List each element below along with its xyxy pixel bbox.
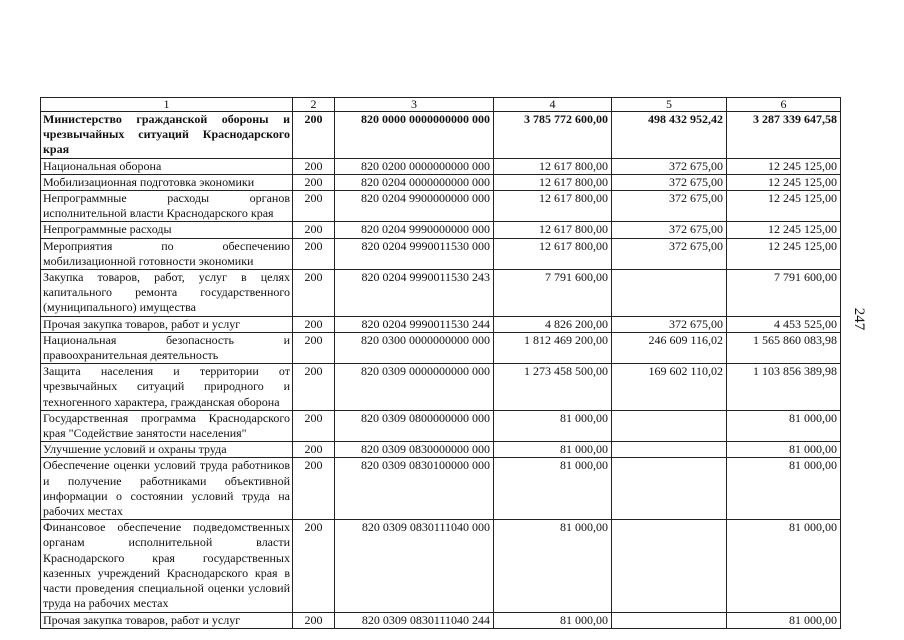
row-col5 xyxy=(612,442,727,458)
row-name: Улучшение условий и охраны труда xyxy=(41,442,293,458)
row-code: 200 xyxy=(293,174,335,190)
row-col6: 81 000,00 xyxy=(727,458,841,520)
row-col6: 12 245 125,00 xyxy=(727,222,841,238)
row-col6: 81 000,00 xyxy=(727,410,841,441)
row-col4: 81 000,00 xyxy=(494,520,612,612)
row-col6: 12 245 125,00 xyxy=(727,238,841,269)
row-name: Закупка товаров, работ, услуг в целях капитального ремонта государственного (муниципального) имущества xyxy=(41,270,293,317)
table-row xyxy=(41,410,841,441)
row-col5: 372 675,00 xyxy=(612,316,727,332)
row-classification: 820 0200 0000000000 000 xyxy=(335,158,494,174)
row-classification: 820 0204 9990011530 000 xyxy=(335,238,494,269)
table-row xyxy=(41,191,841,222)
row-col4: 12 617 800,00 xyxy=(494,238,612,269)
row-col6: 3 287 339 647,58 xyxy=(727,112,841,159)
row-col5: 246 609 116,02 xyxy=(612,332,727,363)
row-col4: 7 791 600,00 xyxy=(494,270,612,317)
row-col5: 498 432 952,42 xyxy=(612,112,727,159)
row-col4: 4 826 200,00 xyxy=(494,316,612,332)
header-cell: 4 xyxy=(494,98,612,112)
table-row xyxy=(41,442,841,458)
row-name: Прочая закупка товаров, работ и услуг xyxy=(41,612,293,628)
row-col6: 7 791 600,00 xyxy=(727,270,841,317)
row-code: 200 xyxy=(293,316,335,332)
row-name: Прочая закупка товаров, работ и услуг xyxy=(41,316,293,332)
row-name: Непрограммные расходы xyxy=(41,222,293,238)
header-cell: 3 xyxy=(335,98,494,112)
row-col6: 81 000,00 xyxy=(727,520,841,612)
row-col6: 1 103 856 389,98 xyxy=(727,364,841,411)
row-code: 200 xyxy=(293,332,335,363)
row-name: Обеспечение оценки условий труда работников и получение работниками объективной информации о состоянии условий труда на рабочих местах xyxy=(41,458,293,520)
row-col6: 12 245 125,00 xyxy=(727,191,841,222)
row-code: 200 xyxy=(293,158,335,174)
row-classification: 820 0309 0800000000 000 xyxy=(335,410,494,441)
row-col4: 81 000,00 xyxy=(494,410,612,441)
row-classification: 820 0309 0830111040 000 xyxy=(335,520,494,612)
row-classification: 820 0204 9990011530 244 xyxy=(335,316,494,332)
row-code: 200 xyxy=(293,112,335,159)
table-row xyxy=(41,364,841,411)
row-col5: 169 602 110,02 xyxy=(612,364,727,411)
row-col6: 4 453 525,00 xyxy=(727,316,841,332)
row-classification: 820 0309 0830000000 000 xyxy=(335,442,494,458)
row-code: 200 xyxy=(293,222,335,238)
row-col5: 372 675,00 xyxy=(612,158,727,174)
row-col6: 81 000,00 xyxy=(727,612,841,628)
row-classification: 820 0300 0000000000 000 xyxy=(335,332,494,363)
header-cell: 1 xyxy=(41,98,293,112)
row-col5 xyxy=(612,520,727,612)
budget-table-body xyxy=(41,98,841,629)
row-col5: 372 675,00 xyxy=(612,222,727,238)
row-classification: 820 0204 9990000000 000 xyxy=(335,222,494,238)
table-row xyxy=(41,158,841,174)
table-row xyxy=(41,316,841,332)
row-col4: 1 273 458 500,00 xyxy=(494,364,612,411)
row-classification: 820 0204 9900000000 000 xyxy=(335,191,494,222)
row-col4: 81 000,00 xyxy=(494,458,612,520)
row-col5: 372 675,00 xyxy=(612,174,727,190)
row-name: Мобилизационная подготовка экономики xyxy=(41,174,293,190)
table-row xyxy=(41,332,841,363)
row-code: 200 xyxy=(293,520,335,612)
row-name: Государственная программа Краснодарского края "Содействие занятости населения" xyxy=(41,410,293,441)
table-row xyxy=(41,612,841,628)
row-col6: 1 565 860 083,98 xyxy=(727,332,841,363)
row-code: 200 xyxy=(293,442,335,458)
row-col4: 12 617 800,00 xyxy=(494,158,612,174)
table-row xyxy=(41,174,841,190)
row-col5 xyxy=(612,612,727,628)
row-col4: 81 000,00 xyxy=(494,442,612,458)
row-classification: 820 0204 0000000000 000 xyxy=(335,174,494,190)
table-row xyxy=(41,238,841,269)
row-code: 200 xyxy=(293,410,335,441)
row-classification: 820 0309 0830111040 244 xyxy=(335,612,494,628)
row-col4: 1 812 469 200,00 xyxy=(494,332,612,363)
row-code: 200 xyxy=(293,612,335,628)
row-col5 xyxy=(612,458,727,520)
row-col4: 12 617 800,00 xyxy=(494,174,612,190)
header-row xyxy=(41,98,841,112)
row-col4: 3 785 772 600,00 xyxy=(494,112,612,159)
row-name: Национальная безопасность и правоохранительная деятельность xyxy=(41,332,293,363)
row-name: Мероприятия по обеспечению мобилизационной готовности экономики xyxy=(41,238,293,269)
row-col5 xyxy=(612,410,727,441)
row-code: 200 xyxy=(293,270,335,317)
row-col5: 372 675,00 xyxy=(612,191,727,222)
row-col6: 81 000,00 xyxy=(727,442,841,458)
header-cell: 6 xyxy=(727,98,841,112)
row-classification: 820 0204 9990011530 243 xyxy=(335,270,494,317)
row-name: Национальная оборона xyxy=(41,158,293,174)
budget-table xyxy=(40,97,841,629)
table-row xyxy=(41,520,841,612)
row-col4: 12 617 800,00 xyxy=(494,222,612,238)
table-row xyxy=(41,112,841,159)
row-name: Министерство гражданской обороны и чрезвычайных ситуаций Краснодарского края xyxy=(41,112,293,159)
header-cell: 2 xyxy=(293,98,335,112)
page-number: 247 xyxy=(851,307,867,331)
row-col6: 12 245 125,00 xyxy=(727,158,841,174)
row-name: Финансовое обеспечение подведомственных органам исполнительной власти Краснодарского края государственных казенных учреждений Краснодарского края в части проведения специальной оценки условий труда на рабочих местах xyxy=(41,520,293,612)
row-classification: 820 0000 0000000000 000 xyxy=(335,112,494,159)
row-name: Непрограммные расходы органов исполнительной власти Краснодарского края xyxy=(41,191,293,222)
header-cell: 5 xyxy=(612,98,727,112)
row-col4: 81 000,00 xyxy=(494,612,612,628)
row-code: 200 xyxy=(293,238,335,269)
row-col5 xyxy=(612,270,727,317)
row-col5: 372 675,00 xyxy=(612,238,727,269)
row-col4: 12 617 800,00 xyxy=(494,191,612,222)
table-row xyxy=(41,458,841,520)
table-row xyxy=(41,270,841,317)
row-code: 200 xyxy=(293,458,335,520)
row-col6: 12 245 125,00 xyxy=(727,174,841,190)
row-code: 200 xyxy=(293,364,335,411)
table-row xyxy=(41,222,841,238)
row-code: 200 xyxy=(293,191,335,222)
row-name: Защита населения и территории от чрезвычайных ситуаций природного и техногенного характера, гражданская оборона xyxy=(41,364,293,411)
row-classification: 820 0309 0830100000 000 xyxy=(335,458,494,520)
row-classification: 820 0309 0000000000 000 xyxy=(335,364,494,411)
